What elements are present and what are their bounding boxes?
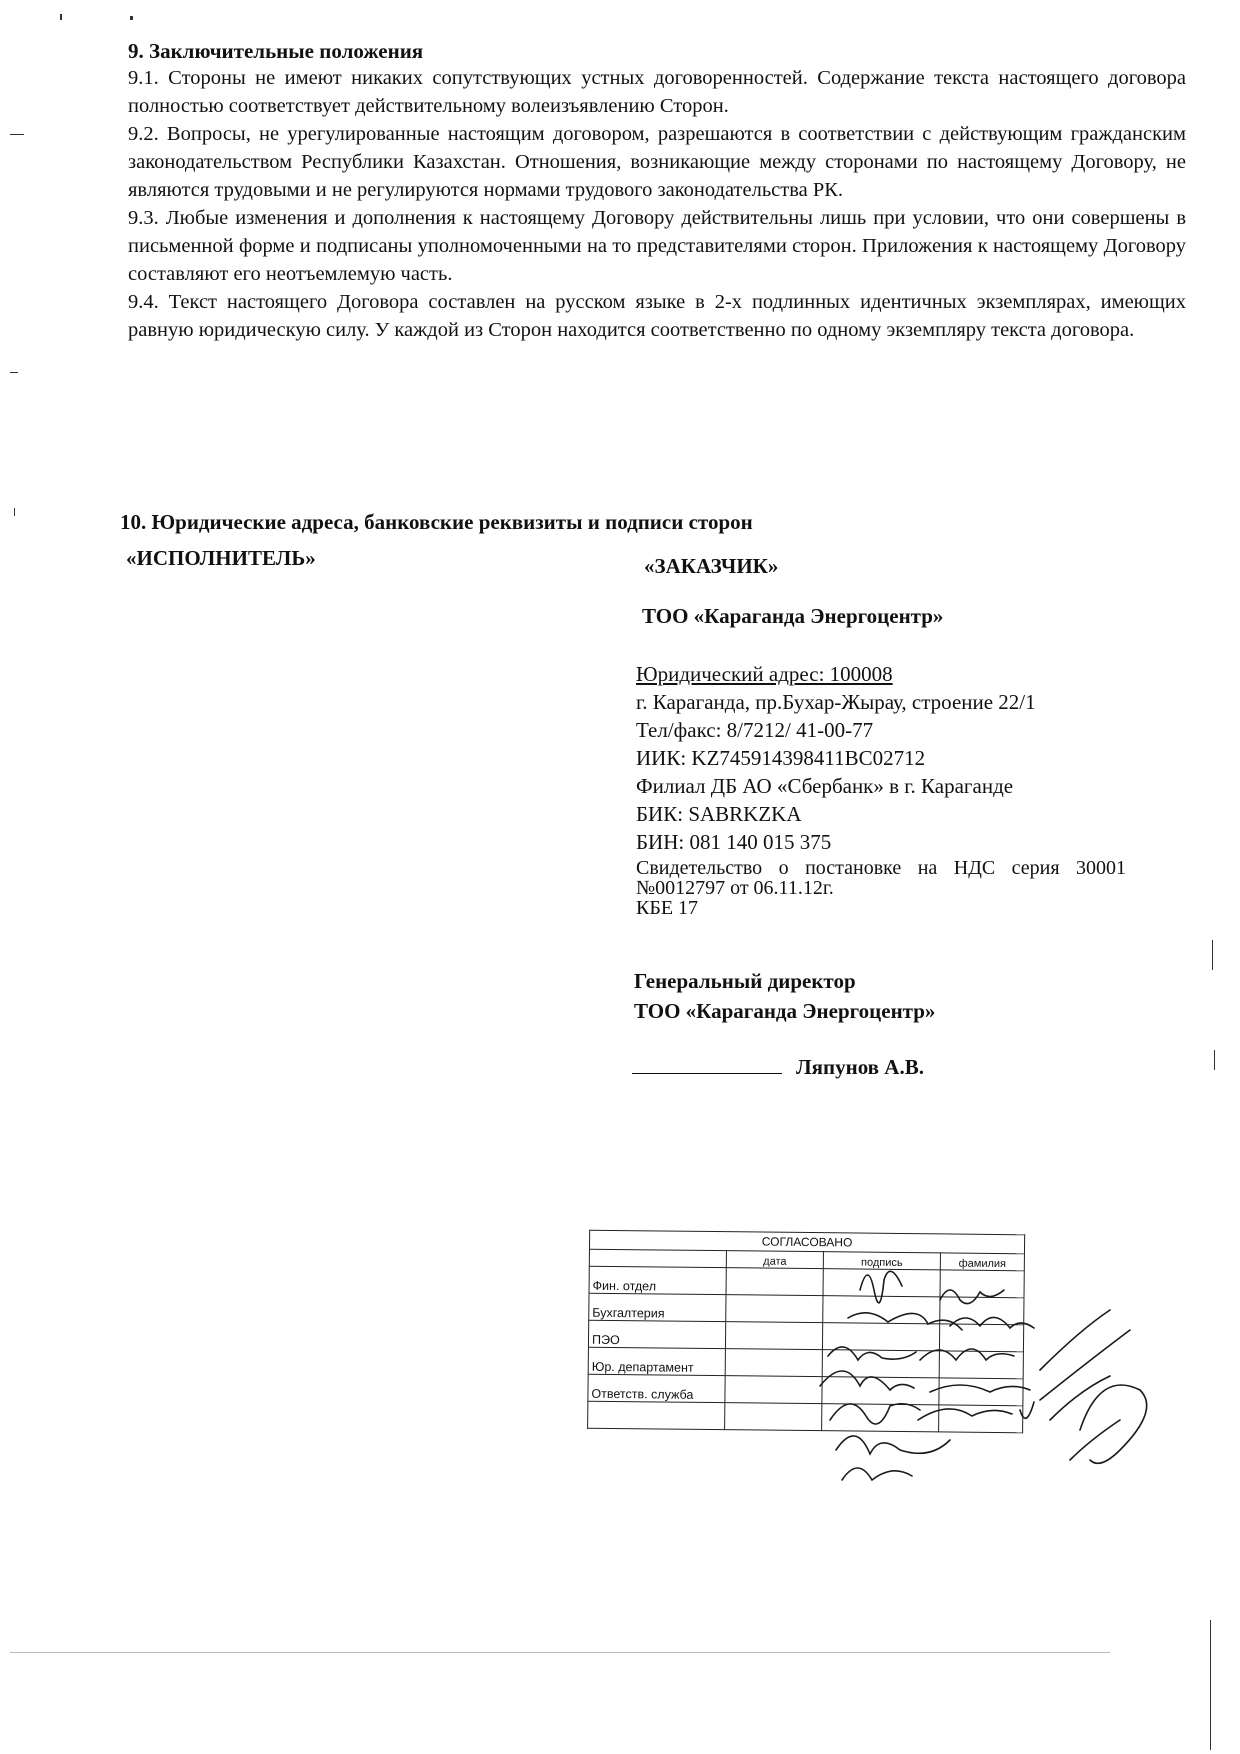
clause-9-2: 9.2. Вопросы, не урегулированные настоящим договором, разрешаются в соответствии с действующим гражданским законодательством Республики Казахстан. Отношения, возникающие между сторонами по настоящему Договору, не являются трудовыми и не регулируются нормами трудового законодательства РК. — [128, 123, 1186, 201]
stamp-row-label: Ответств. служба — [588, 1374, 725, 1402]
stamp-title: СОГЛАСОВАНО — [589, 1230, 1024, 1254]
clause-9-4: 9.4. Текст настоящего Договора составлен на русском языке в 2-х подлинных идентичных экземплярах, имеющих равную юридическую силу. У каждой из Сторон находится соответственно по одному экземпляру текста договора. — [128, 291, 1186, 341]
clause-9-3: 9.3. Любые изменения и дополнения к настоящему Договору действительны лишь при условии, что они совершены в письменной форме и подписаны уполномоченными на то представителями сторон. Приложения к настоящему Договору составляют его неотъемлемую часть. — [128, 207, 1186, 285]
stamp-row-label: Юр. департамент — [588, 1347, 725, 1375]
section-9 — [128, 38, 1186, 344]
iik-account: ИИК: KZ745914398411BC02712 — [636, 746, 926, 770]
city-address: г. Караганда, пр.Бухар-Жырау, строение 22/1 — [636, 690, 1036, 714]
stamp-col-surname: фамилия — [940, 1253, 1024, 1271]
legal-address: Юридический адрес: 100008 — [636, 662, 893, 686]
director-block — [634, 966, 935, 1026]
stamp-col-date: дата — [726, 1251, 823, 1269]
director-company: ТОО «Караганда Энергоцентр» — [634, 999, 936, 1023]
signature-blank — [632, 1055, 782, 1074]
stamp-row-label: ПЭО — [588, 1320, 725, 1348]
stamp-row — [588, 1347, 1023, 1379]
approval-stamp — [587, 1230, 1025, 1459]
phone-fax: Тел/факс: 8/7212/ 41-00-77 — [636, 718, 874, 742]
executor-label: «ИСПОЛНИТЕЛЬ» — [126, 546, 316, 570]
clause-9-1: 9.1. Стороны не имеют никаких сопутствующих устных договоренностей. Содержание текста настоящего договора полностью соответствует действительному волеизъявлению Сторон. — [128, 67, 1186, 117]
customer-requisites — [636, 660, 1126, 918]
stamp-row — [589, 1293, 1024, 1325]
section-9-title: 9. Заключительные положения — [128, 39, 424, 63]
director-name: Ляпунов А.В. — [796, 1055, 924, 1079]
stamp-col-signature: подпись — [823, 1252, 940, 1270]
bik-code: БИК: SABRKZKA — [636, 802, 802, 826]
stamp-row — [588, 1374, 1023, 1406]
director-title: Генеральный директор — [634, 969, 856, 993]
bin-number: БИН: 081 140 015 375 — [636, 830, 832, 854]
stamp-row — [589, 1266, 1024, 1298]
bank-name: Филиал ДБ АО «Сбербанк» в г. Караганде — [636, 774, 1014, 798]
kbe-code: КБЕ 17 — [636, 897, 699, 919]
vat-certificate: Свидетельство о постановке на НДС серия 30001 №0012797 от 06.11.12г. — [636, 857, 1126, 899]
customer-label: «ЗАКАЗЧИК» — [644, 554, 779, 578]
stamp-row-label: Бухгалтерия — [589, 1293, 726, 1321]
customer-company: ТОО «Караганда Энергоцентр» — [642, 604, 944, 628]
section-10-title: 10. Юридические адреса, банковские реквизиты и подписи сторон — [120, 510, 753, 534]
stamp-row-label: Фин. отдел — [589, 1266, 726, 1294]
signature-line — [632, 1055, 924, 1080]
